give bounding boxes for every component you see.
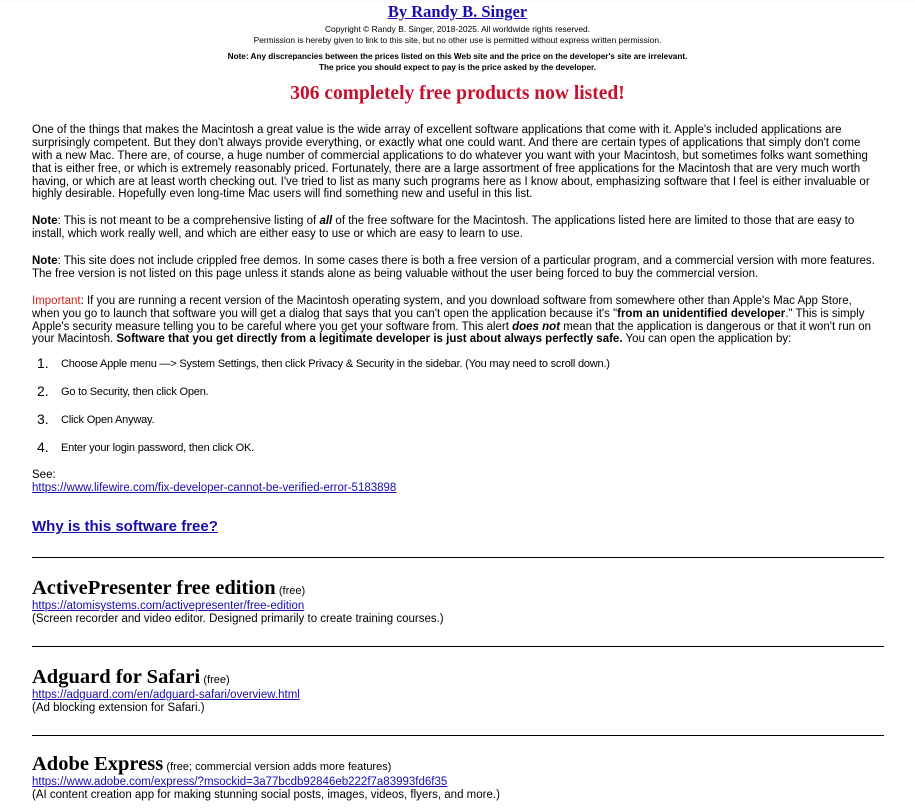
why-section (32, 519, 882, 536)
note-1 (32, 215, 882, 241)
permission-line: Permission is hereby given to link to this site, but no other use is permitted without express written permission. (253, 35, 662, 46)
step-number: 3. (37, 411, 49, 428)
intro-section (32, 124, 882, 346)
see-section (32, 469, 882, 495)
note-2-label: Note (32, 255, 58, 267)
price-note-line-2: The price you should expect to pay is the price asked by the developer. (318, 62, 597, 72)
list-item (33, 434, 883, 462)
note-2 (32, 255, 882, 281)
step-text: Enter your login password, then click OK. (61, 441, 254, 454)
product-url-link[interactable]: https://atomisystems.com/activepresenter/free-edition (32, 599, 305, 612)
product-title: ActivePresenter free edition (32, 577, 276, 599)
step-number: 4. (37, 439, 49, 456)
step-text: Go to Security, then click Open. (61, 385, 209, 398)
important-label: Important (32, 294, 81, 307)
note-1-text-a: : This is not meant to be a comprehensive listing of (57, 215, 320, 228)
step-number: 2. (37, 383, 49, 400)
product-url-link[interactable]: https://www.adobe.com/express/?msockid=3a77bcdb92846eb222f7a83993fd6f35 (32, 775, 448, 788)
important-bold-italic: does not (512, 320, 561, 333)
step-text: Click Open Anyway. (61, 413, 155, 426)
product-entry (32, 666, 882, 715)
product-entry (32, 753, 882, 802)
important-text-c: mean that the application is dangerous or that it won't run on your Macintosh. (32, 320, 872, 346)
price-note-line-1: Note: Any discrepancies between the prices listed on this Web site and the price on the developer's site are irrelevant. (227, 52, 688, 62)
step-number: 1. (37, 355, 49, 372)
product-description: (Screen recorder and video editor. Designed primarily to create training courses.) (32, 612, 444, 625)
why-free-link[interactable]: Why is this software free? (32, 518, 218, 535)
product-title: Adguard for Safari (32, 666, 201, 688)
list-item (33, 378, 883, 406)
important-text-a: : If you are running a recent version of the Macintosh operating system, and you download software from somewhere other than Apple's Mac App Store, when you go to launch that software you will get a dialog that says that you can't open the application because it's " (32, 294, 852, 320)
important-text-b: ." This is simply Apple's security measure telling you to be careful where you get your software from. This alert (32, 307, 865, 333)
headline: 306 completely free products now listed! (290, 82, 625, 104)
divider (32, 557, 884, 558)
see-url-link[interactable]: https://www.lifewire.com/fix-developer-cannot-be-verified-error-5183898 (32, 481, 397, 494)
product-price-note: (free) (203, 674, 230, 686)
author-link[interactable]: By Randy B. Singer (387, 2, 528, 21)
note-1-label: Note (32, 215, 58, 228)
note-2-text: : This site does not include crippled free demos. In some cases there is both a free version of a particular program, and a commercial version with more features. The free version is not listed on this page unless it stands alone as being valuable without the user being forced to buy the commercial version. (32, 255, 875, 280)
important-bold-1: from an unidentified developer (617, 307, 786, 320)
note-1-text-b: of the free software for the Macintosh. The applications listed here are limited to those that are easy to install, which work really well, and which are either easy to use or which are easy to learn to use. (32, 215, 855, 241)
product-description: (AI content creation app for making stunning social posts, images, videos, flyers, and more.) (32, 788, 500, 801)
important-note (32, 295, 882, 347)
page-header (0, 0, 915, 104)
product-url-link[interactable]: https://adguard.com/en/adguard-safari/overview.html (32, 688, 300, 701)
step-text: Choose Apple menu —> System Settings, then click Privacy & Security in the sidebar. (You may need to scroll down.) (61, 357, 610, 370)
product-title: Adobe Express (32, 753, 164, 775)
list-item (33, 406, 883, 434)
divider (32, 735, 884, 736)
product-price-note: (free) (278, 585, 306, 597)
steps-list (33, 350, 883, 462)
product-entry (32, 577, 882, 626)
intro-paragraph: One of the things that makes the Macintosh a great value is the wide array of excellent software applications that come with it. Apple's included applications are surprisingly competent. But they don't always provide everything, or exactly what one could want. And there are certain types of applications that simply don't come with a new Mac. There are, of course, a huge number of commercial applications to do whatever you want with your Macintosh, but sometimes folks want something that is either free, or which is extremely reasonably priced. Fortunately, there are a large assortment of free applications for the Macintosh that are very much worth having, or which are at least worth checking out. I've tried to list as many such programs here as I know about, emphasizing software that I feel is either invaluable or highly desirable. Hopefully even long-time Mac users will find something new and useful in this list. (32, 124, 870, 201)
important-text-d: You can open the application by: (622, 333, 792, 346)
important-bold-2: Software that you get directly from a legitimate developer is just about always perfectly safe. (116, 333, 623, 346)
note-1-emphasis: all (319, 215, 333, 228)
see-label: See: (32, 469, 56, 481)
product-price-note: (free; commercial version adds more features) (166, 761, 392, 773)
copyright-line: Copyright © Randy B. Singer, 2018-2025. All worldwide rights reserved. (324, 24, 590, 35)
product-description: (Ad blocking extension for Safari.) (32, 701, 205, 714)
list-item (33, 350, 883, 378)
top-edge-fade (0, 0, 915, 2)
divider (32, 646, 884, 647)
